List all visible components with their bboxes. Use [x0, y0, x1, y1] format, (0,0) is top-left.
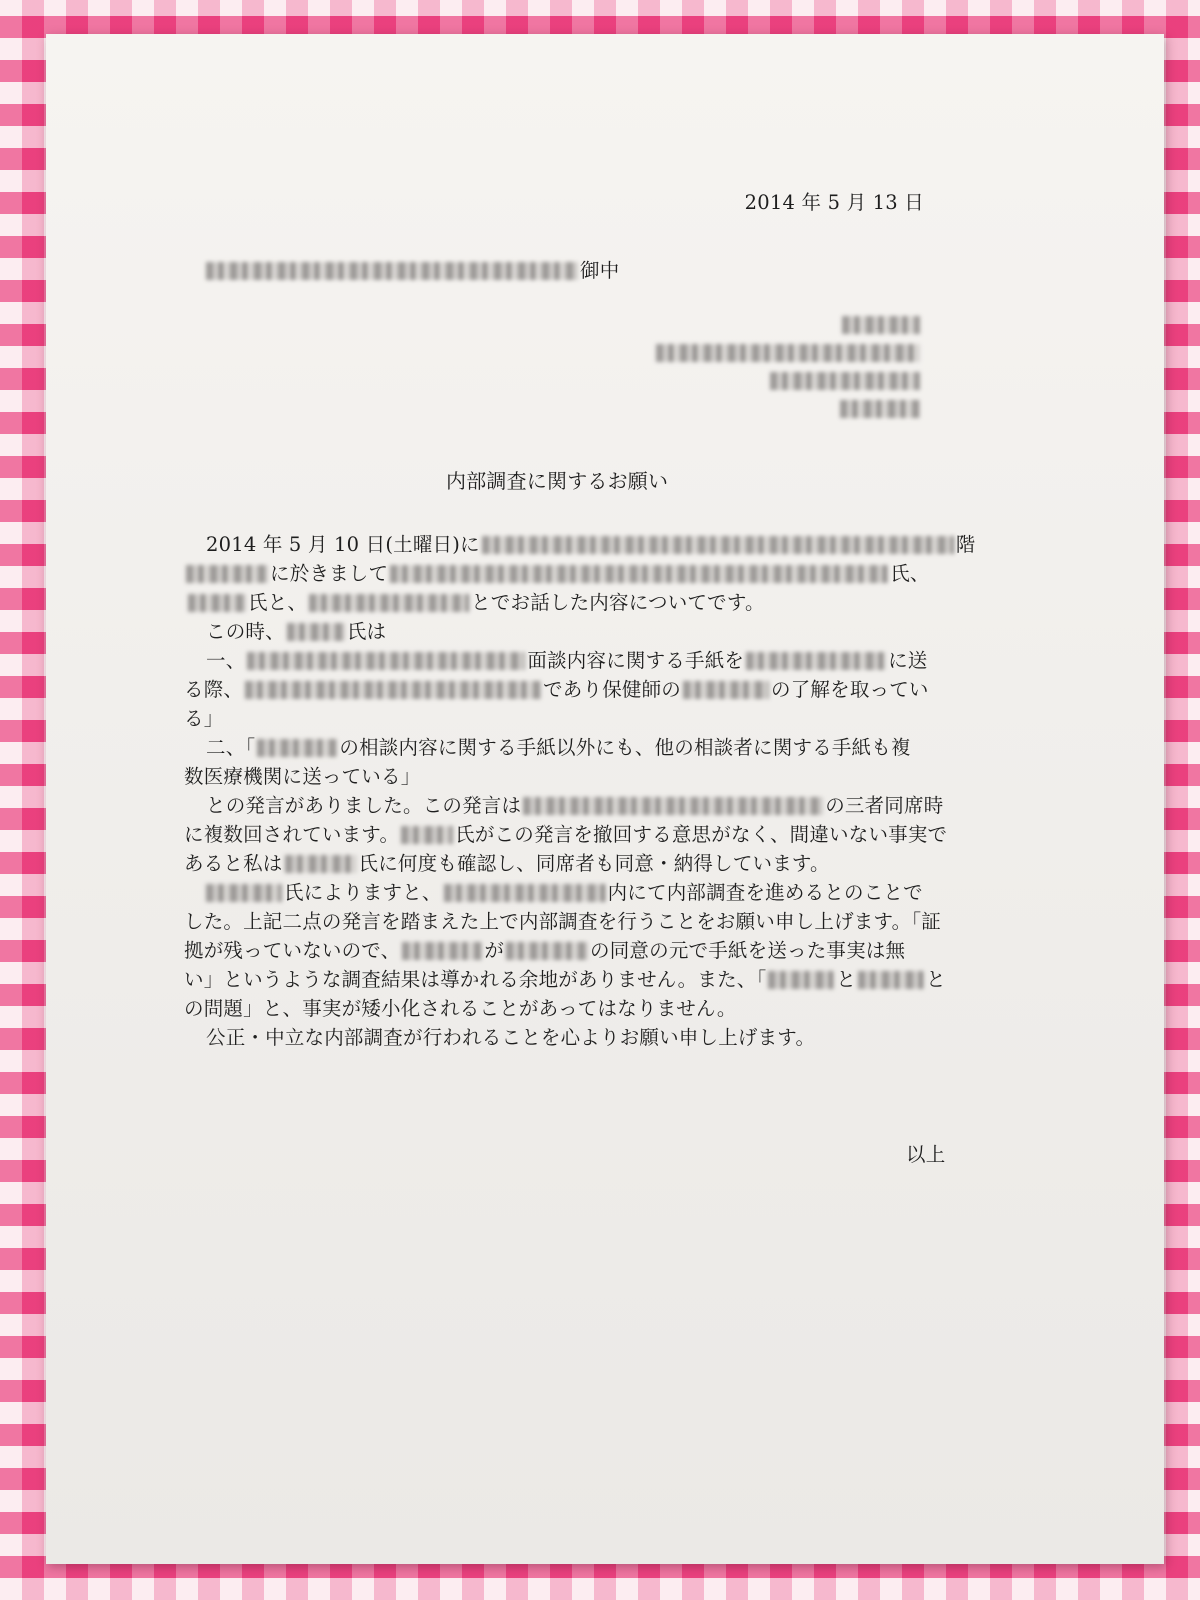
- body-line-14: した。上記二点の発言を踏まえた上で内部調査を行うことをお願い申し上げます。「証: [184, 910, 941, 933]
- letter-title: 内部調査に関するお願い: [446, 469, 669, 493]
- body-line-18: 公正・中立な内部調査が行われることを心よりお願い申し上げます。: [206, 1026, 816, 1049]
- body-line-13: 氏によりますと、 内にて内部調査を進めるとのことで: [204, 880, 923, 906]
- sender-address: [654, 340, 922, 366]
- recipient-line: [204, 258, 619, 284]
- body-line-3: 氏と、 とでお話した内容についてです。: [186, 590, 765, 616]
- body-line-10: との発言がありました。この発言は の三者同席時: [206, 794, 944, 817]
- letter-date: 2014 年 5 月 13 日: [744, 191, 924, 214]
- recipient-suffix: 御中: [580, 259, 620, 282]
- body-line-6: る際、 であり保健師の の了解を取ってい: [184, 678, 929, 701]
- body-line-5: 一、 面談内容に関する手紙を に送: [206, 649, 928, 672]
- body-line-9: 数医療機関に送っている」: [184, 765, 421, 788]
- body-line-4: この時、 氏は: [206, 620, 387, 643]
- body-line-12: あると私は 氏に何度も確認し、同席者も同意・納得しています。: [184, 852, 830, 875]
- sender-building: [768, 368, 922, 394]
- closing-mark: 以上: [906, 1143, 946, 1166]
- body-line-2: に於きまして 氏、: [184, 561, 930, 587]
- sender-name: [838, 396, 922, 422]
- redacted-recipient: [206, 262, 578, 280]
- body-line-17: の問題」と、事実が矮小化されることがあってはなりません。: [184, 997, 737, 1020]
- body-line-7: る」: [184, 707, 224, 730]
- body-line-1: 2014 年 5 月 10 日(土曜日)に 階: [206, 533, 976, 556]
- body-line-16: い」というような調査結果は導かれる余地がありません。また、「 と と: [184, 968, 946, 991]
- body-line-8: 二、「 の相談内容に関する手紙以外にも、他の相談者に関する手紙も複: [206, 736, 911, 759]
- body-line-11: に複数回されています。 氏がこの発言を撤回する意思がなく、間違いない事実で: [184, 823, 948, 846]
- letter-paper: [46, 34, 1164, 1564]
- body-line-15: 拠が残っていないので、 が の同意の元で手紙を送った事実は無: [184, 939, 906, 962]
- sender-postal-code: [840, 312, 922, 338]
